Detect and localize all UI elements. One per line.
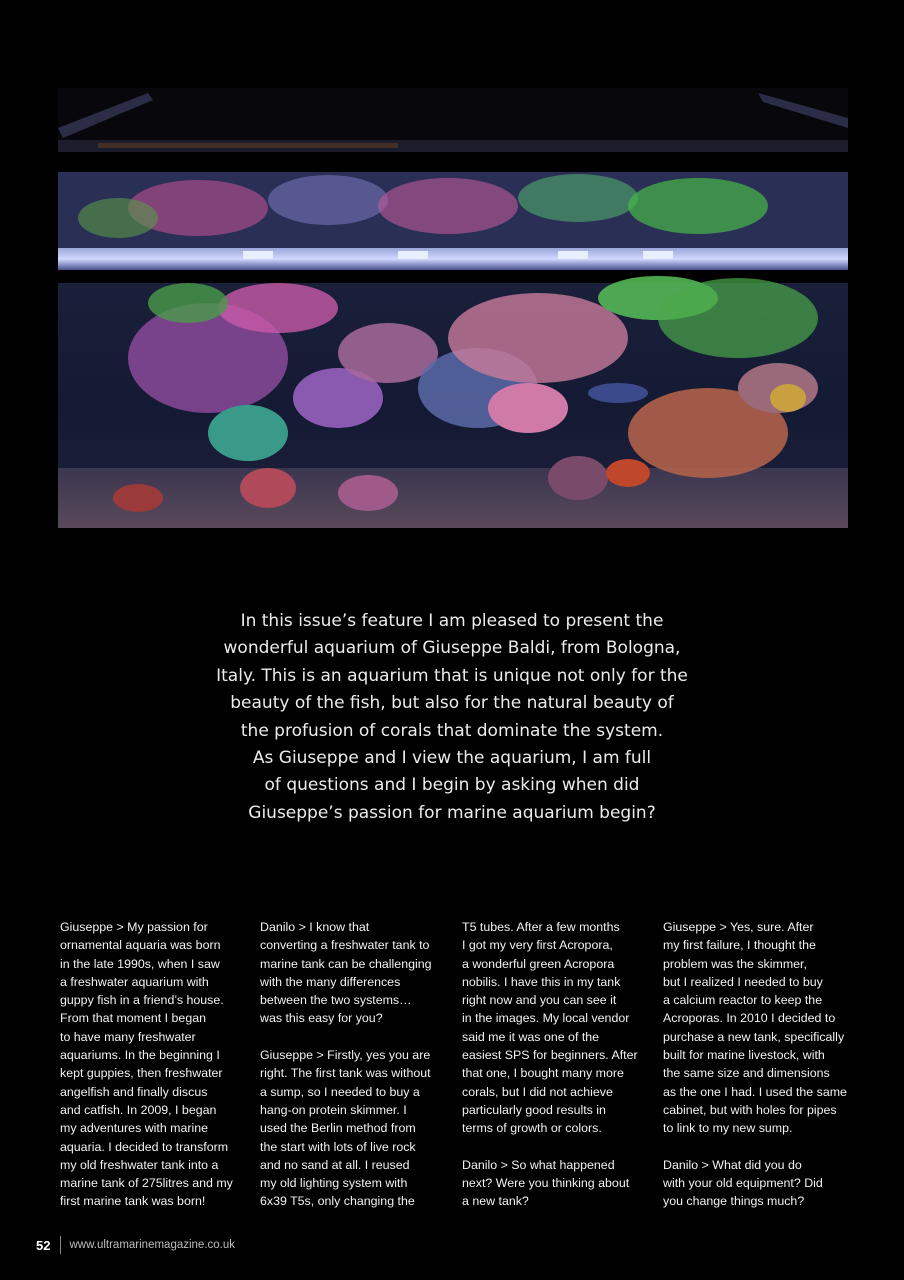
column-line: was this easy for you? bbox=[260, 1011, 383, 1026]
column-line: Giuseppe > Yes, sure. After bbox=[663, 920, 814, 934]
column-line: kept guppies, then freshwater bbox=[60, 1066, 223, 1081]
aquarium-photo bbox=[58, 88, 848, 528]
column-line: Giuseppe > Firstly, yes you are bbox=[260, 1048, 431, 1063]
column-line: and catfish. In 2009, I began bbox=[60, 1102, 217, 1117]
column-line: a freshwater aquarium with bbox=[60, 974, 209, 989]
column-line: with the many differences bbox=[260, 974, 401, 989]
column-line: marine tank can be challenging bbox=[260, 956, 432, 971]
column-line: the start with lots of live rock bbox=[260, 1139, 416, 1154]
article-column-1 bbox=[60, 918, 244, 1211]
column-line: Danilo > What did you do bbox=[663, 1157, 802, 1172]
article-column-4 bbox=[663, 918, 847, 1211]
column-line: purchase a new tank, specifically bbox=[663, 1029, 845, 1044]
column-line: problem was the skimmer, bbox=[663, 956, 807, 971]
footer-divider bbox=[60, 1236, 61, 1254]
column-line: used the Berlin method from bbox=[260, 1121, 416, 1136]
column-line: built for marine livestock, with bbox=[663, 1048, 825, 1063]
column-line: in the late 1990s, when I saw bbox=[60, 956, 220, 971]
column-line: T5 tubes. After a few months bbox=[462, 920, 620, 934]
column-line: 6x39 T5s, only changing the bbox=[260, 1194, 415, 1209]
column-line: said me it was one of the bbox=[462, 1029, 600, 1044]
column-line: right now and you can see it bbox=[462, 993, 617, 1008]
column-line: as the one I had. I used the same bbox=[663, 1084, 847, 1099]
column-line: that one, I bought many more bbox=[462, 1066, 624, 1081]
column-line: a calcium reactor to keep the bbox=[663, 993, 823, 1008]
intro-line: beauty of the fish, but also for the natural beauty of bbox=[230, 693, 674, 714]
column-line: to link to my new sump. bbox=[663, 1121, 793, 1136]
intro-paragraph bbox=[150, 608, 754, 827]
column-line: guppy fish in a friend’s house. bbox=[60, 993, 224, 1008]
column-line: aquaria. I decided to transform bbox=[60, 1139, 229, 1154]
column-line: next? Were you thinking about bbox=[462, 1176, 630, 1191]
intro-line: Giuseppe’s passion for marine aquarium begin? bbox=[248, 802, 656, 823]
column-line: hang-on protein skimmer. I bbox=[260, 1102, 407, 1117]
column-line: my first failure, I thought the bbox=[663, 938, 816, 953]
column-line: angelfish and finally discus bbox=[60, 1084, 208, 1099]
column-line: converting a freshwater tank to bbox=[260, 938, 430, 953]
paragraph-gap bbox=[663, 1138, 847, 1156]
column-line: the same size and dimensions bbox=[663, 1066, 830, 1081]
intro-line: In this issue’s feature I am pleased to present the bbox=[240, 611, 664, 631]
column-line: with your old equipment? Did bbox=[663, 1176, 823, 1191]
column-line: and no sand at all. I reused bbox=[260, 1157, 410, 1172]
page-number: 52 bbox=[36, 1237, 51, 1253]
column-line: between the two systems… bbox=[260, 993, 412, 1008]
intro-line: the profusion of corals that dominate the system. bbox=[240, 720, 664, 741]
website-url[interactable]: www.ultramarinemagazine.co.uk bbox=[69, 1239, 236, 1251]
column-line: my old lighting system with bbox=[260, 1176, 408, 1191]
intro-line: Italy. This is an aquarium that is unique not only for the bbox=[216, 665, 688, 686]
column-line: to have many freshwater bbox=[60, 1029, 196, 1044]
column-line: easiest SPS for beginners. After bbox=[462, 1048, 638, 1063]
article-column-3 bbox=[462, 918, 646, 1211]
column-line: nobilis. I have this in my tank bbox=[462, 974, 621, 989]
column-line: terms of growth or colors. bbox=[462, 1121, 602, 1136]
column-line: but I realized I needed to buy bbox=[663, 974, 823, 989]
column-line: in the images. My local vendor bbox=[462, 1011, 630, 1026]
column-line: I got my very first Acropora, bbox=[462, 938, 613, 953]
column-line: aquariums. In the beginning I bbox=[60, 1048, 220, 1063]
intro-line: wonderful aquarium of Giuseppe Baldi, from Bologna, bbox=[223, 638, 681, 659]
column-line: Giuseppe > My passion for bbox=[60, 920, 208, 934]
column-line: my old freshwater tank into a bbox=[60, 1157, 219, 1172]
column-line: a wonderful green Acropora bbox=[462, 956, 615, 971]
column-line: right. The first tank was without bbox=[260, 1066, 431, 1081]
intro-line: of questions and I begin by asking when did bbox=[264, 775, 640, 796]
column-line: first marine tank was born! bbox=[60, 1194, 206, 1209]
column-line: Danilo > So what happened bbox=[462, 1157, 615, 1172]
column-line: Acroporas. In 2010 I decided to bbox=[663, 1011, 836, 1026]
column-line: cabinet, but with holes for pipes bbox=[663, 1102, 837, 1117]
column-line: marine tank of 275litres and my bbox=[60, 1176, 233, 1191]
intro-line: As Giuseppe and I view the aquarium, I am full bbox=[252, 748, 652, 769]
column-line: a sump, so I needed to buy a bbox=[260, 1084, 420, 1099]
column-line: corals, but I did not achieve bbox=[462, 1084, 613, 1099]
column-line: you change things much? bbox=[663, 1194, 805, 1209]
article-column-2 bbox=[260, 918, 444, 1211]
column-line: ornamental aquaria was born bbox=[60, 938, 221, 953]
column-line: From that moment I began bbox=[60, 1011, 207, 1026]
paragraph-gap bbox=[462, 1138, 646, 1156]
column-line: a new tank? bbox=[462, 1194, 529, 1209]
column-line: Danilo > I know that bbox=[260, 920, 370, 934]
paragraph-gap bbox=[260, 1028, 444, 1046]
column-line: particularly good results in bbox=[462, 1102, 606, 1117]
column-line: my adventures with marine bbox=[60, 1121, 209, 1136]
page-footer bbox=[36, 1235, 235, 1255]
